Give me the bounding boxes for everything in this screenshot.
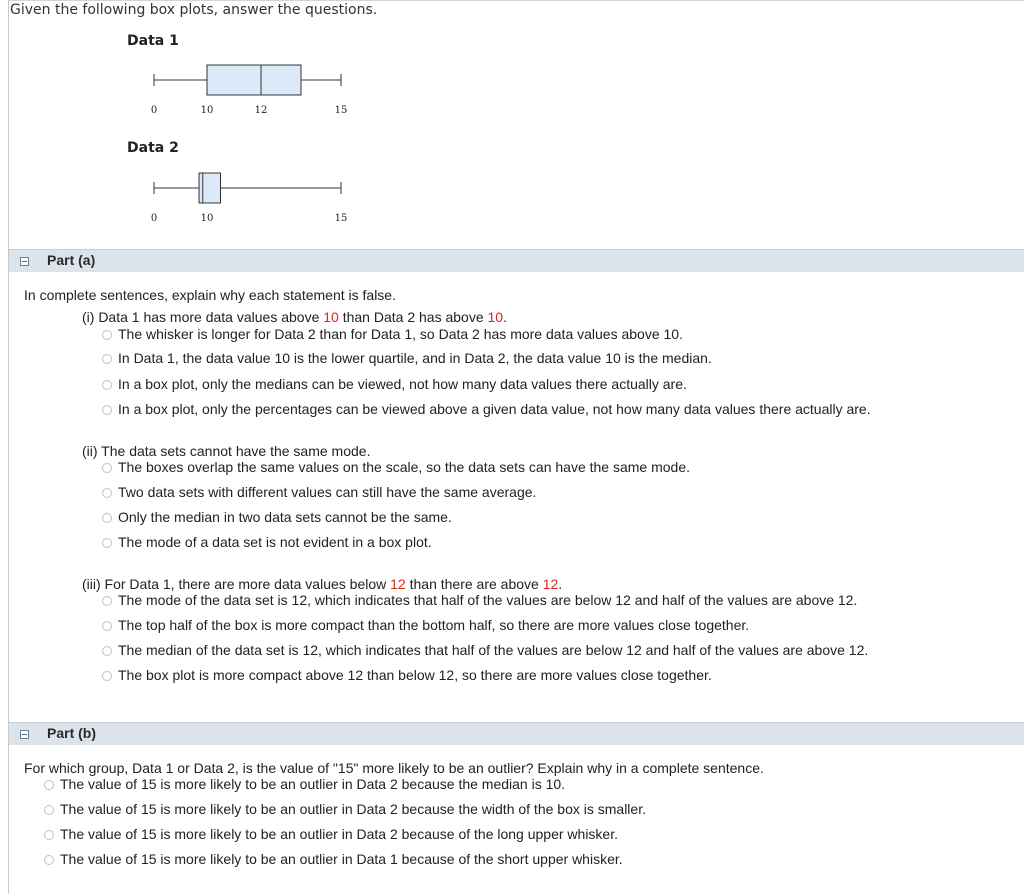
option-b-1[interactable]: The value of 15 is more likely to be an outlier in Data 2 because the median is 10.	[44, 776, 565, 792]
tick-label: 0	[150, 105, 158, 116]
tick-label: 10	[200, 105, 214, 116]
tick-label: 12	[254, 105, 268, 116]
tick-label: 10	[200, 213, 214, 224]
box-plot-data1	[0, 60, 400, 120]
option-b-3[interactable]: The value of 15 is more likely to be an outlier in Data 2 because of the long upper whisker.	[44, 826, 618, 842]
highlight-value: 12	[390, 576, 406, 592]
question-iii: (iii) For Data 1, there are more data values below 12 than there are above 12.	[82, 576, 563, 592]
collapse-icon[interactable]	[20, 257, 29, 266]
option-i-1[interactable]: The whisker is longer for Data 2 than for Data 1, so Data 2 has more data values above 10.	[102, 326, 683, 342]
option-ii-2[interactable]: Two data sets with different values can still have the same average.	[102, 484, 536, 500]
option-ii-3[interactable]: Only the median in two data sets cannot be the same.	[102, 509, 452, 525]
radio-button[interactable]	[102, 513, 112, 523]
radio-button[interactable]	[102, 405, 112, 415]
radio-button[interactable]	[102, 330, 112, 340]
option-iii-3[interactable]: The median of the data set is 12, which indicates that half of the values are below 12 and half of the values are above 12.	[102, 642, 868, 658]
highlight-value: 10	[323, 309, 339, 325]
tick-label: 0	[150, 213, 158, 224]
radio-button[interactable]	[102, 463, 112, 473]
tick-label: 15	[334, 213, 348, 224]
frame-top-border	[8, 0, 1024, 1]
radio-button[interactable]	[44, 780, 54, 790]
part-a-label: Part (a)	[47, 252, 96, 268]
highlight-value: 12	[542, 576, 559, 592]
radio-button[interactable]	[44, 805, 54, 815]
plot-title-data2: Data 2	[127, 140, 179, 156]
part-b-question: For which group, Data 1 or Data 2, is the value of "15" more likely to be an outlier? Explain why in a complete sentence.	[24, 760, 764, 776]
frame-left-border	[8, 0, 9, 894]
option-i-2[interactable]: In Data 1, the data value 10 is the lower quartile, and in Data 2, the data value 10 is the median.	[102, 350, 712, 366]
option-iii-1[interactable]: The mode of the data set is 12, which indicates that half of the values are below 12 and half of the values are above 12.	[102, 592, 857, 608]
highlight-value: 10	[487, 309, 504, 325]
radio-button[interactable]	[44, 855, 54, 865]
box-plot-data2	[0, 168, 400, 228]
iqr-box	[207, 65, 301, 95]
question-intro: Given the following box plots, answer the questions.	[10, 2, 378, 18]
plot-title-data1: Data 1	[127, 33, 179, 49]
option-iii-4[interactable]: The box plot is more compact above 12 than below 12, so there are more values close together.	[102, 667, 712, 683]
radio-button[interactable]	[102, 354, 112, 364]
radio-button[interactable]	[102, 488, 112, 498]
collapse-icon[interactable]	[20, 730, 29, 739]
radio-button[interactable]	[102, 646, 112, 656]
radio-button[interactable]	[102, 671, 112, 681]
part-a-instruction: In complete sentences, explain why each statement is false.	[24, 287, 396, 303]
tick-label: 15	[334, 105, 348, 116]
option-iii-2[interactable]: The top half of the box is more compact than the bottom half, so there are more values close together.	[102, 617, 749, 633]
option-b-4[interactable]: The value of 15 is more likely to be an outlier in Data 1 because of the short upper whisker.	[44, 851, 623, 867]
part-b-header[interactable]	[9, 722, 1024, 745]
option-ii-1[interactable]: The boxes overlap the same values on the scale, so the data sets can have the same mode.	[102, 459, 690, 475]
question-i: (i) Data 1 has more data values above 10 than Data 2 has above 10.	[82, 309, 507, 325]
option-i-4[interactable]: In a box plot, only the percentages can be viewed above a given data value, not how many data values there actually are.	[102, 401, 871, 417]
radio-button[interactable]	[44, 830, 54, 840]
radio-button[interactable]	[102, 538, 112, 548]
radio-button[interactable]	[102, 621, 112, 631]
question-ii: (ii) The data sets cannot have the same mode.	[82, 443, 371, 459]
radio-button[interactable]	[102, 596, 112, 606]
part-a-header[interactable]	[9, 249, 1024, 272]
option-ii-4[interactable]: The mode of a data set is not evident in a box plot.	[102, 534, 432, 550]
part-b-label: Part (b)	[47, 725, 96, 741]
option-b-2[interactable]: The value of 15 is more likely to be an outlier in Data 2 because the width of the box is smaller.	[44, 801, 646, 817]
option-i-3[interactable]: In a box plot, only the medians can be viewed, not how many data values there actually are.	[102, 376, 687, 392]
radio-button[interactable]	[102, 380, 112, 390]
